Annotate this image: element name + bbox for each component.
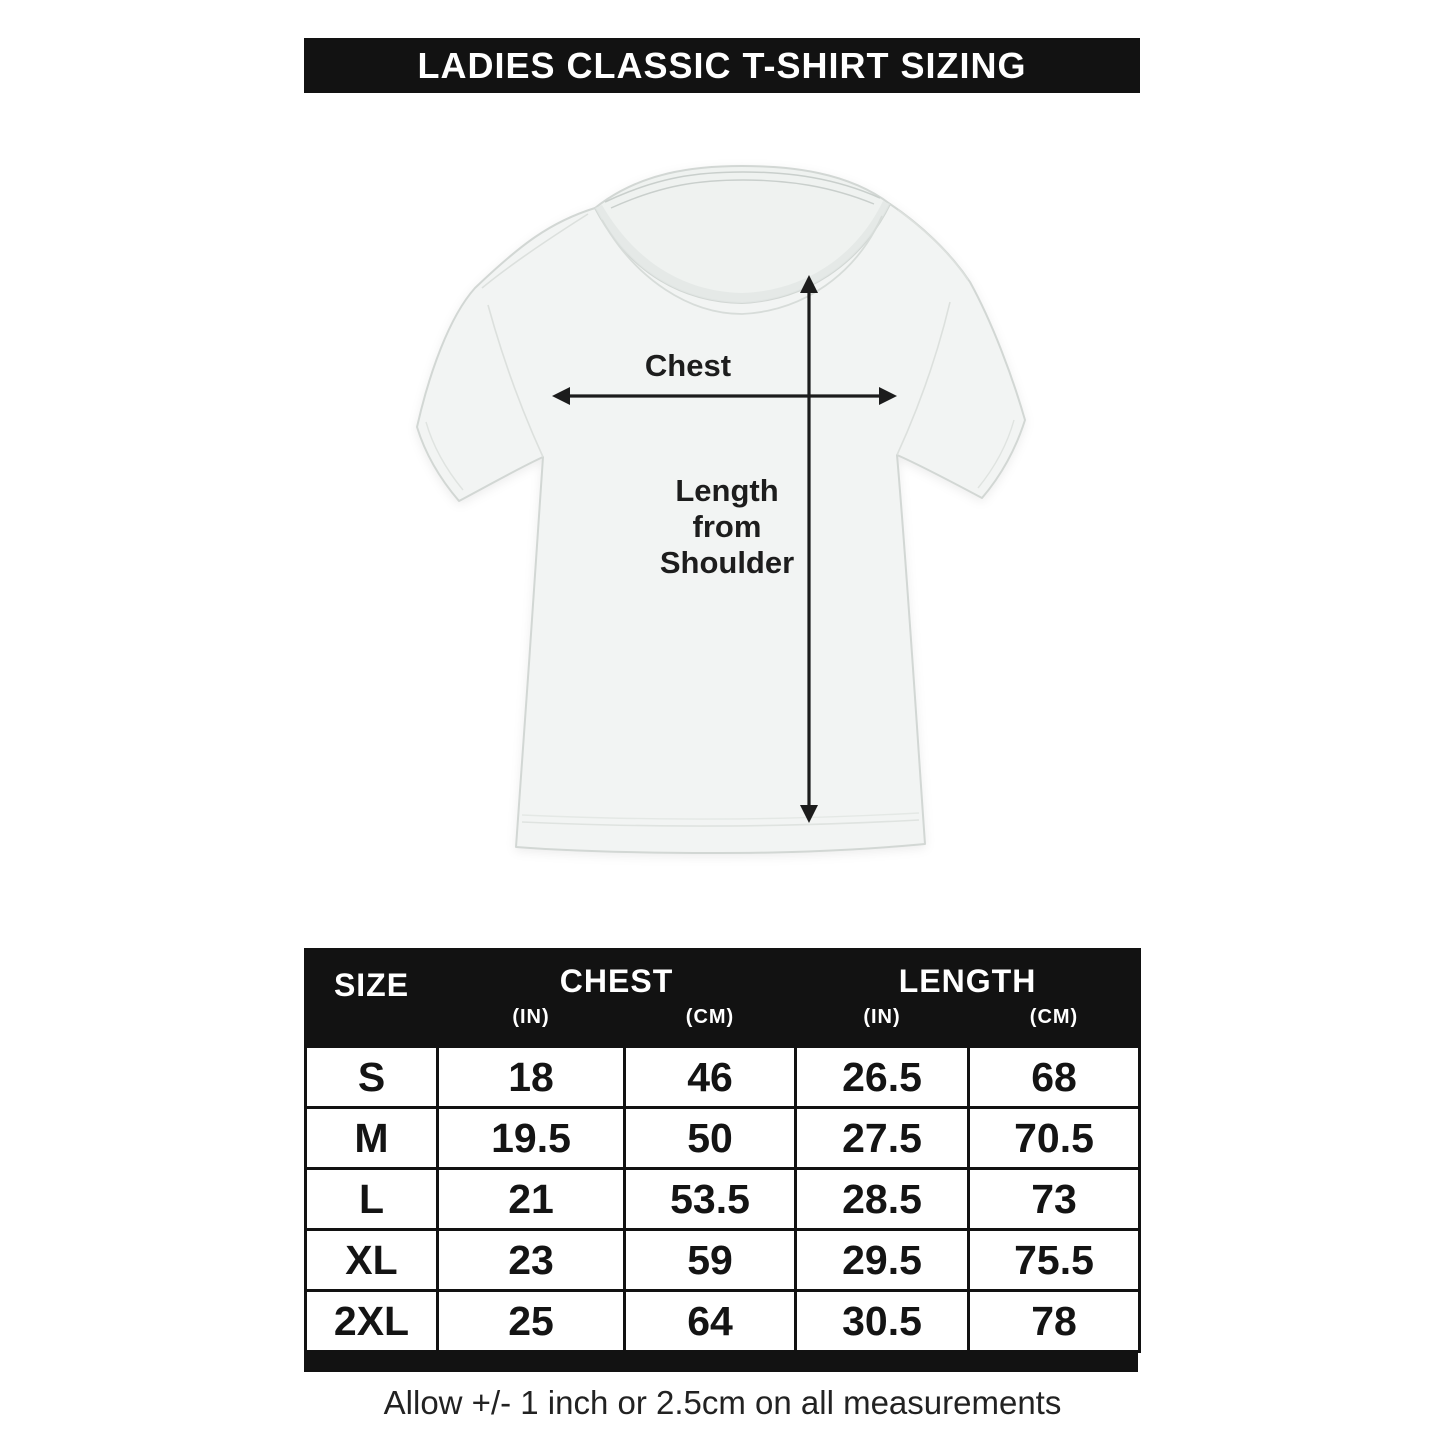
column-header-size: SIZE — [306, 950, 438, 1047]
table-row — [306, 1169, 1140, 1230]
size-table-section — [304, 948, 1138, 1372]
title-bar — [304, 38, 1140, 93]
chest-cm-cell: 50 — [625, 1108, 796, 1169]
table-row — [306, 1291, 1140, 1352]
chest-in-cell: 23 — [438, 1230, 625, 1291]
length-cm-cell: 78 — [969, 1291, 1140, 1352]
chest-label-text: Chest — [644, 348, 732, 383]
chest-cm-cell: 64 — [625, 1291, 796, 1352]
table-row — [306, 1047, 1140, 1108]
chest-in-cell: 18 — [438, 1047, 625, 1108]
length-in-cell: 29.5 — [796, 1230, 969, 1291]
length-unit-cm: (CM) — [969, 1005, 1140, 1047]
table-row — [306, 1108, 1140, 1169]
chest-unit-cm: (CM) — [625, 1005, 796, 1047]
page-title: LADIES CLASSIC T-SHIRT SIZING — [417, 44, 1027, 86]
table-row — [306, 1230, 1140, 1291]
size-cell: L — [306, 1169, 438, 1230]
chest-in-cell: 21 — [438, 1169, 625, 1230]
chest-cm-cell: 53.5 — [625, 1169, 796, 1230]
table-header-row — [306, 950, 1140, 1005]
length-cm-cell: 75.5 — [969, 1230, 1140, 1291]
length-label-line-1: Length — [675, 473, 779, 508]
length-in-cell: 26.5 — [796, 1047, 969, 1108]
length-label-line-2: from — [692, 509, 762, 544]
size-cell: M — [306, 1108, 438, 1169]
column-group-chest: CHEST — [438, 950, 796, 1005]
size-table — [304, 948, 1141, 1353]
table-bottom-bar — [304, 1353, 1138, 1372]
length-in-cell: 30.5 — [796, 1291, 969, 1352]
length-unit-in: (IN) — [796, 1005, 969, 1047]
length-in-cell: 28.5 — [796, 1169, 969, 1230]
size-cell: XL — [306, 1230, 438, 1291]
length-cm-cell: 68 — [969, 1047, 1140, 1108]
size-cell: S — [306, 1047, 438, 1108]
chest-cm-cell: 59 — [625, 1230, 796, 1291]
size-cell: 2XL — [306, 1291, 438, 1352]
length-measure-label — [627, 473, 827, 581]
length-cm-cell: 70.5 — [969, 1108, 1140, 1169]
length-cm-cell: 73 — [969, 1169, 1140, 1230]
chest-unit-in: (IN) — [438, 1005, 625, 1047]
chest-cm-cell: 46 — [625, 1047, 796, 1108]
chest-in-cell: 25 — [438, 1291, 625, 1352]
length-in-cell: 27.5 — [796, 1108, 969, 1169]
tolerance-note: Allow +/- 1 inch or 2.5cm on all measurements — [383, 1384, 1062, 1421]
column-group-length: LENGTH — [796, 950, 1140, 1005]
length-label-line-3: Shoulder — [659, 545, 795, 580]
chest-in-cell: 19.5 — [438, 1108, 625, 1169]
chest-measure-label — [588, 349, 788, 383]
